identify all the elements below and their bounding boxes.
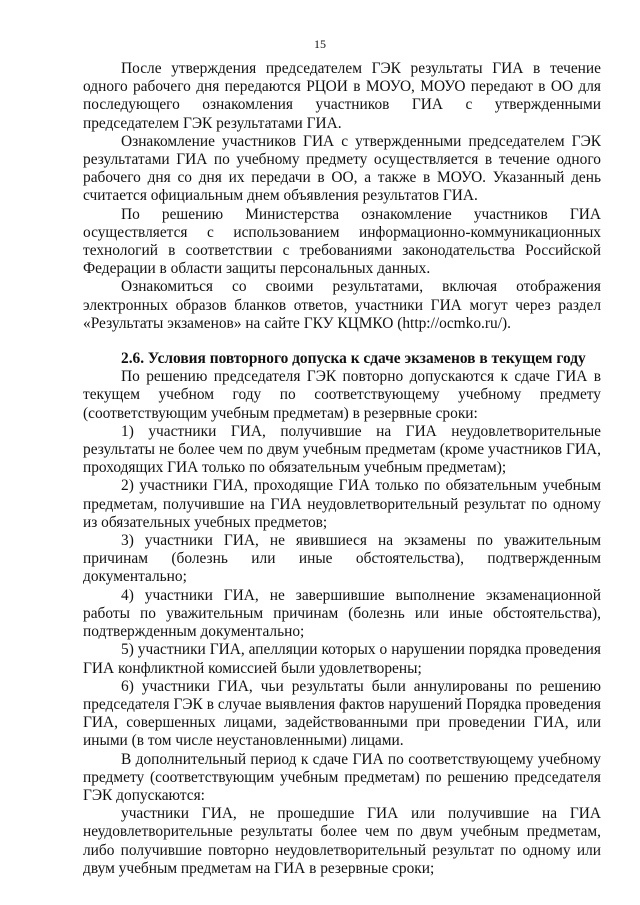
section-heading: 2.6. Условия повторного допуска к сдаче экзаменов в текущем году <box>121 350 586 368</box>
paragraph: После утверждения председателем ГЭК результаты ГИА в течение одного рабочего дня передаются РЦОИ в МОУО, МОУО передают в ОО для последующего ознакомления участников ГИА с утвержденными председателем ГЭК результатами ГИА. <box>83 60 601 132</box>
list-item: 3) участники ГИА, не явившиеся на экзамены по уважительным причинам (болезнь или иные обстоятельства), подтвержденным документально; <box>83 532 601 586</box>
paragraph: По решению Министерства ознакомление участников ГИА осуществляется с использованием информационно-коммуникационных технологий в соответствии с требованиями законодательства Российской Федерации в области защиты персональных данных. <box>83 205 601 278</box>
list-item: 6) участники ГИА, чьи результаты были аннулированы по решению председателя ГЭК в случае выявления фактов нарушений Порядка проведения ГИА, совершенных лицами, задействованными при проведении ГИА, или иными (в том числе неустановленными) лицами. <box>83 677 601 750</box>
paragraph: По решению председателя ГЭК повторно допускаются к сдаче ГИА в текущем учебном году по соответствующему учебному предмету (соответствующим учебным предметам) в резервные сроки: <box>83 368 601 422</box>
paragraph: В дополнительный период к сдаче ГИА по соответствующему учебному предмету (соответствующим учебным предметам) по решению председателя ГЭК допускаются: <box>83 750 601 804</box>
list-item: 2) участники ГИА, проходящие ГИА только по обязательным учебным предметам, получившие на ГИА неудовлетворительный результат по одному из обязательных учебных предметов; <box>83 477 601 531</box>
list-item: 5) участники ГИА, апелляции которых о нарушении порядка проведения ГИА конфликтной комиссией были удовлетворены; <box>83 641 601 677</box>
paragraph: участники ГИА, не прошедшие ГИА или получившие на ГИА неудовлетворительные результаты более чем по двум учебным предметам, либо получившие повторно неудовлетворительный результат по одному или двум учебным предметам на ГИА в резервные сроки; <box>83 805 601 877</box>
page-number: 15 <box>314 37 326 51</box>
list-item: 4) участники ГИА, не завершившие выполнение экзаменационной работы по уважительным причинам (болезнь или иные обстоятельства), подтвержденным документально; <box>83 586 601 641</box>
paragraph: Ознакомление участников ГИА с утвержденными председателем ГЭК результатами ГИА по учебному предмету осуществляется в течение одного рабочего дня со дня их передачи в ОО, а также в МОУО. Указанный день считается официальным днем объявления результатов ГИА. <box>83 132 601 205</box>
list-item: 1) участники ГИА, получившие на ГИА неудовлетворительные результаты не более чем по двум учебным предметам (кроме участников ГИА, проходящих ГИА только по обязательным учебным предметам); <box>83 422 601 477</box>
paragraph: Ознакомиться со своими результатами, включая отображения электронных образов бланков ответов, участники ГИА могут через раздел «Результаты экзаменов» на сайте ГКУ КЦМКО (http://ocmko.ru/). <box>83 278 601 332</box>
document-body <box>83 60 601 878</box>
